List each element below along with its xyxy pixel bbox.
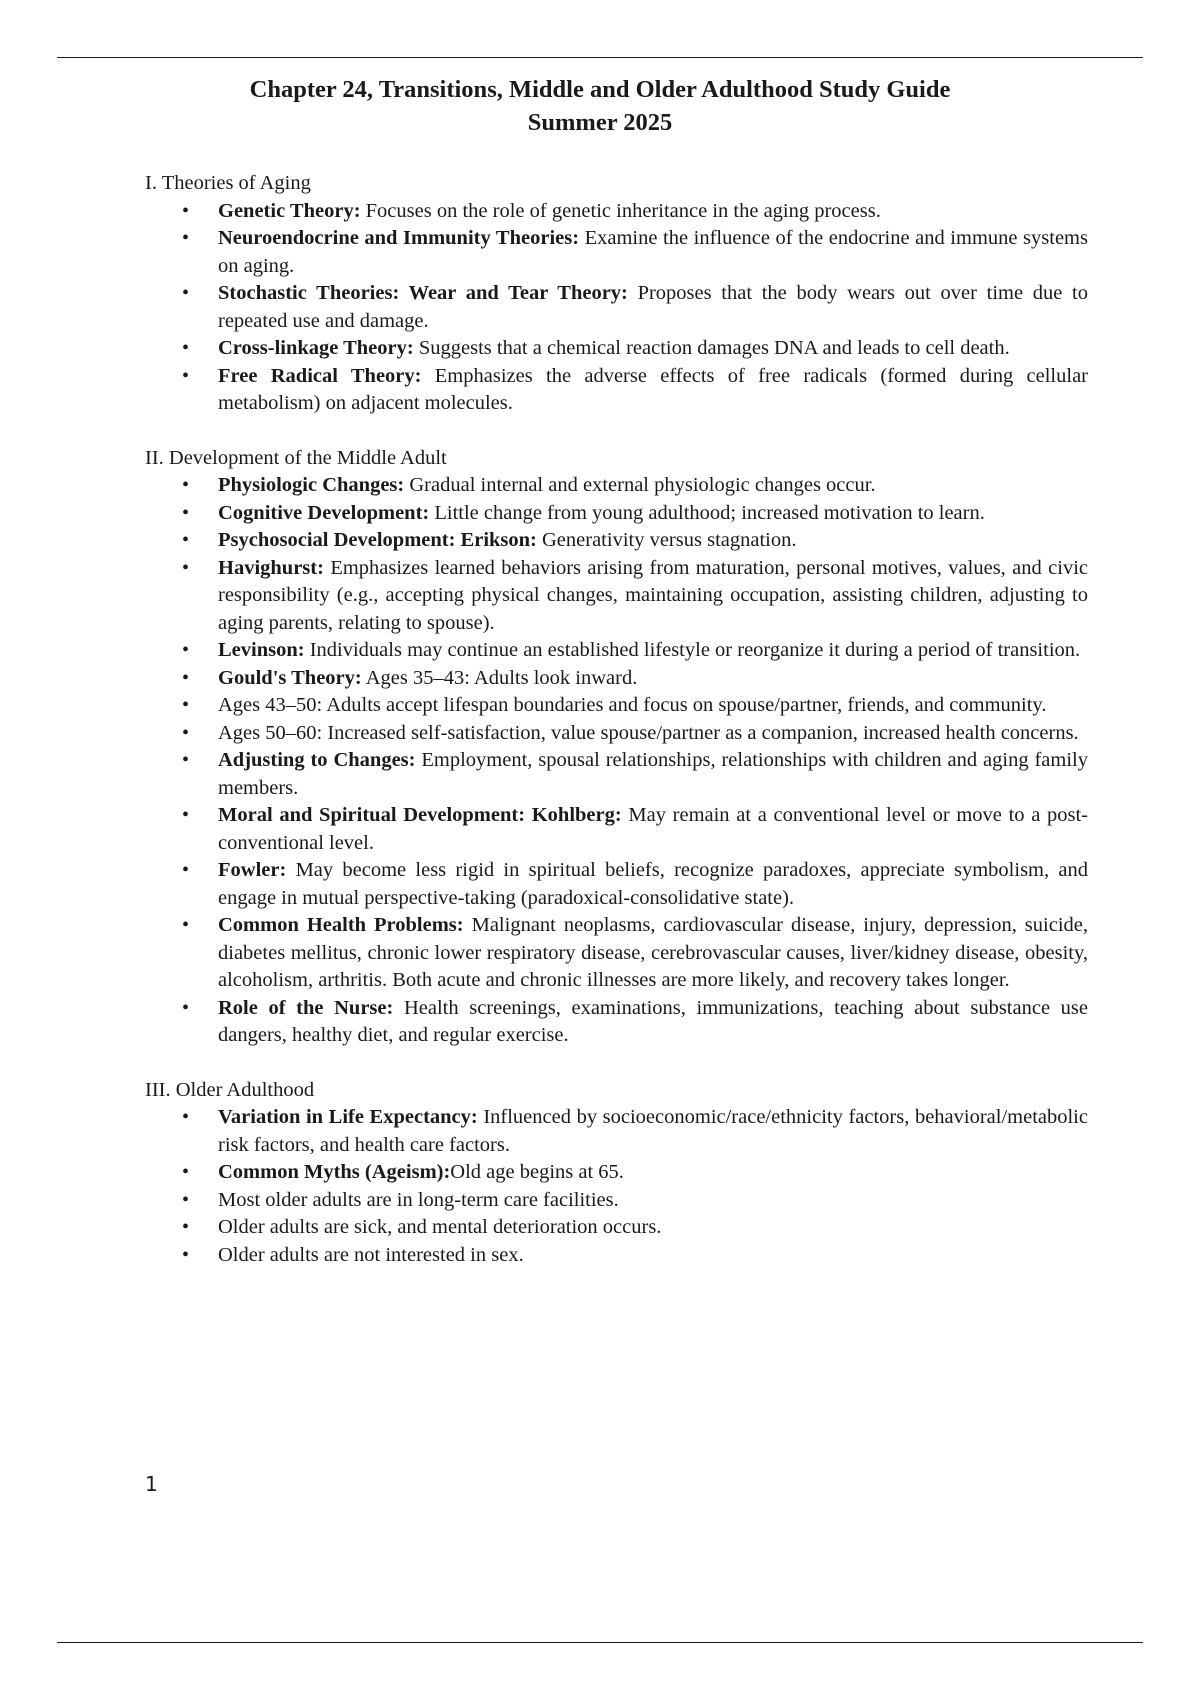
item-term: Common Myths (Ageism): — [218, 1161, 451, 1183]
item-term: Variation in Life Expectancy: — [218, 1106, 478, 1128]
section-3 — [145, 1077, 1088, 1270]
item-term: Genetic Theory: — [218, 199, 361, 222]
item-text: Proposes that the body wears out over time due to repeated use and damage. — [218, 282, 1089, 332]
top-rule — [57, 57, 1143, 58]
item-text: May remain at a conventional level or move to a post-conventional level. — [218, 804, 1088, 854]
bullet-icon: • — [182, 1243, 190, 1266]
bottom-rule — [57, 1642, 1143, 1643]
list-item — [145, 1187, 1088, 1215]
item-term: Role of the Nurse: — [218, 996, 394, 1019]
bullet-icon: • — [182, 1106, 190, 1128]
section-1 — [145, 170, 1088, 418]
item-text: Health screenings, examinations, immunizations, teaching about substance use dangers, healthy diet, and regular exercise. — [218, 996, 1088, 1046]
section-2 — [145, 445, 1088, 1050]
item-term: Havighurst: — [218, 556, 324, 579]
bullet-icon: • — [182, 721, 190, 744]
item-term: Cognitive Development: — [218, 501, 430, 524]
item-term: Gould's Theory: — [218, 666, 362, 689]
list-item — [145, 472, 1088, 500]
list-item — [145, 995, 1088, 1050]
list-item — [145, 1159, 1088, 1187]
item-text: Ages 50–60: Increased self-satisfaction, value spouse/partner as a companion, increased health concerns. — [218, 721, 1079, 744]
bullet-icon: • — [182, 859, 190, 881]
list-item — [145, 692, 1088, 720]
item-text: Ages 35–43: Adults look inward. — [361, 666, 638, 689]
bullet-list — [145, 1104, 1088, 1269]
item-text: Focuses on the role of genetic inheritance in the aging process. — [360, 199, 881, 222]
item-text: Suggests that a chemical reaction damages DNA and leads to cell death. — [413, 337, 1010, 359]
bullet-icon: • — [182, 501, 190, 524]
title-line-1: Chapter 24, Transitions, Middle and Older Adulthood Study Guide — [249, 76, 951, 103]
item-term: Common Health Problems: — [218, 914, 464, 936]
bullet-icon: • — [182, 996, 190, 1019]
list-item — [145, 1104, 1088, 1159]
item-term: Moral and Spiritual Development: Kohlberg: — [218, 804, 622, 826]
document-title — [0, 73, 1200, 139]
document-body — [145, 170, 1088, 1296]
item-term: Stochastic Theories: Wear and Tear Theory: — [218, 282, 628, 304]
item-text: Influenced by socioeconomic/race/ethnicity factors, behavioral/metabolic risk factors, and health care factors. — [218, 1106, 1088, 1156]
bullet-list — [145, 198, 1088, 418]
item-text: Older adults are not interested in sex. — [218, 1243, 524, 1266]
bullet-icon: • — [182, 556, 190, 579]
bullet-icon: • — [182, 639, 190, 661]
bullet-icon: • — [182, 694, 190, 716]
item-text: Little change from young adulthood; increased motivation to learn. — [429, 501, 985, 524]
list-item — [145, 1214, 1088, 1242]
list-item — [145, 802, 1088, 857]
item-text: Generativity versus stagnation. — [536, 529, 797, 551]
item-text: Examine the influence of the endocrine and immune systems on aging. — [218, 227, 1088, 277]
list-item — [145, 198, 1088, 226]
item-term: Cross-linkage Theory: — [218, 337, 414, 359]
list-item — [145, 912, 1088, 995]
item-text: Ages 43–50: Adults accept lifespan boundaries and focus on spouse/partner, friends, and community. — [218, 694, 1047, 716]
list-item — [145, 500, 1088, 528]
section-heading: I. Theories of Aging — [145, 172, 311, 194]
item-term: Levinson: — [218, 639, 305, 661]
item-text: Emphasizes the adverse effects of free radicals (formed during cellular metabolism) on adjacent molecules. — [218, 364, 1088, 414]
item-text: Older adults are sick, and mental deterioration occurs. — [218, 1216, 662, 1238]
item-text: May become less rigid in spiritual beliefs, recognize paradoxes, appreciate symbolism, and engage in mutual perspective-taking (paradoxical-consolidative state). — [218, 859, 1088, 909]
item-text: Emphasizes learned behaviors arising from maturation, personal motives, values, and civic responsibility (e.g., accepting physical changes, maintaining occupation, assisting children, adjusting to aging parents, relating to spouse). — [218, 556, 1088, 634]
bullet-icon: • — [182, 474, 190, 496]
item-term: Psychosocial Development: Erikson: — [218, 529, 537, 551]
list-item — [145, 665, 1088, 693]
item-text: Old age begins at 65. — [450, 1161, 624, 1183]
item-text: Malignant neoplasms, cardiovascular disease, injury, depression, suicide, diabetes mellitus, chronic lower respiratory disease, cerebrovascular causes, liver/kidney disease, obesity, alcoholism, arthritis. Both acute and chronic illnesses are more likely, and recovery takes longer. — [218, 914, 1089, 991]
list-item — [145, 527, 1088, 555]
item-text: Most older adults are in long-term care facilities. — [218, 1188, 619, 1211]
list-item — [145, 225, 1088, 280]
item-term: Adjusting to Changes: — [218, 749, 416, 771]
bullet-icon: • — [182, 1161, 190, 1183]
bullet-icon: • — [182, 529, 190, 551]
bullet-icon: • — [182, 666, 190, 689]
bullet-list — [145, 472, 1088, 1050]
list-item — [145, 857, 1088, 912]
item-term: Physiologic Changes: — [218, 474, 405, 496]
item-term: Fowler: — [218, 859, 287, 881]
list-item — [145, 555, 1088, 638]
bullet-icon: • — [182, 364, 190, 387]
bullet-icon: • — [182, 227, 190, 249]
list-item — [145, 637, 1088, 665]
title-line-2: Summer 2025 — [527, 109, 673, 136]
list-item — [145, 1242, 1088, 1270]
list-item — [145, 363, 1088, 418]
bullet-icon: • — [182, 804, 190, 826]
bullet-icon: • — [182, 282, 190, 304]
list-item — [145, 280, 1088, 335]
bullet-icon: • — [182, 1216, 190, 1238]
bullet-icon: • — [182, 749, 190, 771]
item-text: Employment, spousal relationships, relationships with children and aging family members. — [218, 749, 1088, 799]
bullet-icon: • — [182, 1188, 190, 1211]
list-item — [145, 747, 1088, 802]
item-term: Free Radical Theory: — [218, 364, 422, 387]
section-heading: II. Development of the Middle Adult — [145, 446, 447, 469]
item-text: Individuals may continue an established lifestyle or reorganize it during a period of transition. — [304, 639, 1081, 661]
list-item — [145, 720, 1088, 748]
bullet-icon: • — [182, 199, 190, 222]
bullet-icon: • — [182, 914, 190, 936]
bullet-icon: • — [182, 337, 190, 359]
item-text: Gradual internal and external physiologic changes occur. — [404, 474, 876, 496]
section-heading: III. Older Adulthood — [145, 1078, 315, 1101]
page-number: 1 — [145, 1472, 158, 1496]
list-item — [145, 335, 1088, 363]
item-term: Neuroendocrine and Immunity Theories: — [218, 227, 580, 249]
